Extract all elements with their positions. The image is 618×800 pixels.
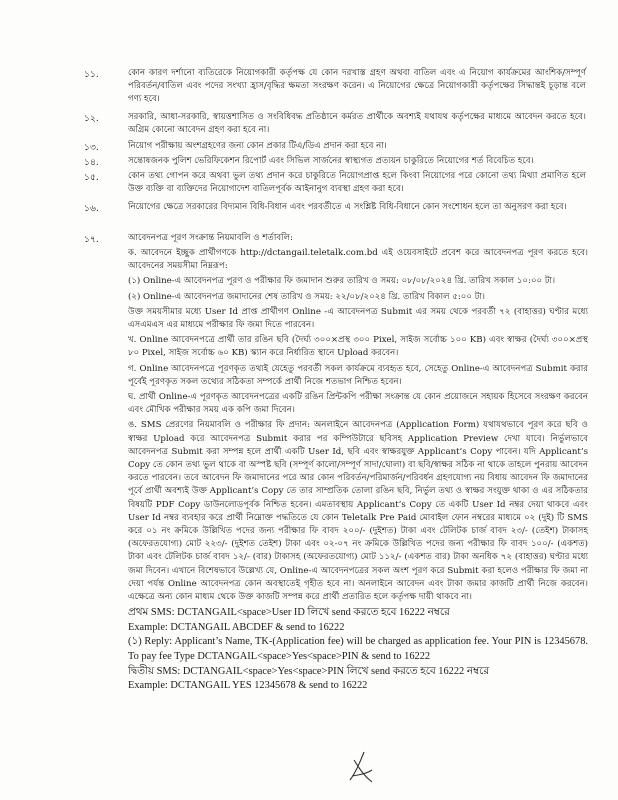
clause-number: ১২.: [84, 113, 99, 124]
clause-text: নিয়োগের ক্ষেত্রে সরকারের বিদ্যমান বিধি-বিধান এবং পরবর্তীতে এ সংশ্লিষ্ট বিধি-বিধানে কোন সংশোধন হলে তা অনুসরণ করা হবে।: [128, 202, 567, 212]
rule-d-printcopy: ঘ. প্রার্থী Online-এ পূরণকৃত আবেদনপত্রের একটি রঙিন প্রিন্টকপি পরীক্ষা সংক্রান্ত যে কোন প্রয়োজনে সহায়ক হিসেবে সংরক্ষণ করবেন এবং মৌখিক পরীক্ষার সময় এক কপি জমা দিবেন।: [128, 392, 588, 416]
clause-text: সন্তোষজনক পুলিশ ভেরিফিকেশন রিপোর্ট এবং সিভিল সার্জনের স্বাস্থ্যগত প্রত্যয়ন চাকুরিতে নিয়োগের শর্ত বিবেচিত হবে।: [128, 156, 534, 166]
sms-reply: (১) Reply: Applicant’s Name, TK-(Application fee) will be charged as application fee. Your PIN is 12345678. To pay fee Type DCTANGAIL<space>Yes<space>PIN & send to 16222: [128, 636, 588, 663]
sms-example-1: Example: DCTANGAIL ABCDEF & send to 16222: [128, 621, 345, 633]
rule-a-start-date: (১) Online-এ আবেদনপত্র পূরণ ও পরীক্ষার ফি জমাদান শুরুর তারিখ ও সময়: ০৮/০৮/২০২৪ খ্রি. তারিখ সকাল ১০:০০ টা।: [128, 276, 556, 287]
clause-number: ১৬.: [84, 203, 99, 214]
rule-e-sms-fee: ঙ. SMS প্রেরণের নিয়মাবলি ও পরীক্ষার ফি প্রদান: অনলাইনে আবেদনপত্র (Application Form) যথাযথভাবে পূরণ করে ছবি ও স্বাক্ষর Upload করে আবেদনপত্র Submit করার পর কম্পিউটারে ছবিসহ Application Preview দেখা যাবে। নির্ভুলভাবে আবেদনপত্র Submit করা সম্পন্ন হলে প্রার্থী একটি User Id, ছবি এবং স্বাক্ষরযুক্ত Applicant’s Copy পাবেন। যদি Applicant’s Copy তে কোন তথ্য ভুল থাকে বা অস্পষ্ট ছবি (সম্পূর্ণ কালো/সম্পূর্ণ সাদা/ঘোলা) বা ছবি/স্বাক্ষর সঠিক না থাকে তাহলে পুনরায় আবেদন করতে পারবেন। তবে আবেদন ফি জমাদানের পরে আর কোন পরিবর্তন/পরিমার্জন/পরিবর্ধন গ্রহণযোগ্য নয় বিধায় আবেদন ফি জমাদানের পূর্বে প্রার্থী অবশ্যই উক্ত Applicant’s Copy তে তার সাম্প্রতিক তোলা রঙিন ছবি, নির্ভুল তথ্য ও স্বাক্ষর সংযুক্ত থাকা ও এর সঠিকতার বিষয়টি PDF Copy ডাউনলোডপূর্বক নিশ্চিত হবেন। এমতাবস্থায় Applicant’s Copy তে একটি User Id নম্বর দেয়া থাকবে এবং User Id নম্বর ব্যবহার করে প্রার্থী নিম্নোক্ত পদ্ধতিতে যে কোন Teletalk Pre Paid মোবাইল ফোন নম্বরের মাধ্যমে ০২ (দুই) টি SMS করে ০১ নং ক্রমিকে উল্লিখিত পদের জন্য পরীক্ষার ফি বাবদ ২০০/- (দুইশত) টাকা এবং টেলিটক চার্জ বাবদ ২৩/- (তেইশ) টাকাসহ (অফেরতযোগ্য) মোট ২২৩/- (দুইশত তেইশ) টাকা এবং ০২-০৭ নং ক্রমিকে উল্লিখিত পদের জন্য পরীক্ষার ফি বাবদ ১০০/- (একশত) টাকা এবং টেলিটক চার্জ বাবদ ১২/- (বার) টাকাসহ (অফেরতযোগ্য) মোট ১১২/- (একশত বার) টাকা অনধিক ৭২ (বাহাত্তর) ঘণ্টার মধ্যে জমা দিবেন। এখানে বিশেষভাবে উল্লেখ্য যে, Online-এ আবেদনপত্রের সকল অংশ পূরণ করে Submit করা হলেও পরীক্ষার ফি জমা না দেয়া পর্যন্ত Online আবেদনপত্র কোন অবস্থাতেই গৃহীত হবে না। অনলাইনে আবেদন এবং টাকা জমার কাজটি প্রার্থী নিজে করবেন। এক্ষেত্রে অন্য কোন মাধ্যম থেকে উক্ত কাজটি সম্পন্ন করে প্রার্থী প্রতারিত হলে কর্তৃপক্ষ দায়ী থাকবে না।: [128, 420, 588, 603]
clause-number: ১৩.: [84, 142, 99, 153]
sms-example-2: Example: DCTANGAIL YES 12345678 & send to 16222: [128, 680, 368, 692]
sms-first: প্রথম SMS: DCTANGAIL<space>User ID লিখে send করতে হবে 16222 নম্বরে: [128, 607, 450, 619]
clause-number: ১৫.: [84, 172, 99, 183]
signature-mark: [346, 748, 376, 788]
clause-number: ১১.: [84, 69, 99, 80]
sms-second: দ্বিতীয় SMS: DCTANGAIL<space>Yes<space>PIN লিখে send করতে হবে 16222 নম্বরে: [128, 665, 490, 677]
clause-text: সরকারি, আধা-সরকারি, স্বায়ত্তশাসিত ও সংবিধিবদ্ধ প্রতিষ্ঠানে কর্মরত প্রার্থীকে অবশ্যই যথাযথ কর্তৃপক্ষের মাধ্যমে আবেদন করতে হবে। অগ্রিম কোনো আবেদন গ্রহণ করা হবে না।: [128, 112, 586, 136]
rule-a: ক. আবেদনে ইচ্ছুক প্রার্থীগণকে http://dctangail.teletalk.com.bd এই ওয়েবসাইটে প্রবেশ করে আবেদনপত্র পূরণ করতে হবে। আবেদনের সময়সীমা নিম্নরূপ:: [128, 248, 588, 272]
clause-text: কোন কারণ দর্শানো ব্যতিরেকে নিয়োগকারী কর্তৃপক্ষ যে কোন দরখাস্ত গ্রহণ অথবা বাতিল এবং এ নিয়োগ কার্যক্রমের আংশিক/সম্পূর্ণ পরিবর্তন/বাতিল এবং পদের সংখ্যা হ্রাস/বৃদ্ধির ক্ষমতা সংরক্ষণ করেন। এ নিয়োগের ক্ষেত্রে নিয়োগকারী কর্তৃপক্ষের সিদ্ধান্তই চূড়ান্ত বলে গণ্য হবে।: [128, 68, 586, 105]
application-rules: [128, 247, 588, 694]
clause-number: ১৭.: [84, 234, 99, 245]
clause-text: নিয়োগ পরীক্ষায় অংশগ্রহণের জন্য কোন প্রকার টিএ/ডিএ প্রদান করা হবে না।: [128, 141, 387, 151]
rule-a-end-date: (২) Online-এ আবেদনপত্র জমাদানের শেষ তারিখ ও সময়: ২২/০৮/২০২৪ খ্রি. তারিখ বিকাল ৫:০০ টা।: [128, 291, 485, 302]
rule-c-accuracy: গ. Online আবেদনপত্রে পূরণকৃত তথ্যই যেহেতু পরবর্তী সকল কার্যক্রমে ব্যবহৃত হবে, সেহেতু Online-এ আবেদনপত্র Submit করার পূর্বেই পূরণকৃত সকল তথ্যের সঠিকতা সম্পর্কে প্রার্থী নিজে শতভাগ নিশ্চিত হবেন।: [128, 363, 588, 387]
clause-text: কোন তথ্য গোপন করে অথবা ভুল তথ্য প্রদান করে চাকুরিতে নিয়োগপ্রাপ্ত হলে কিংবা নিয়োগের পরে কোনো তথ্য মিথ্যা প্রমাণিত হলে উক্ত ব্যক্তি বা ব্যক্তিদের নিয়োগাদেশ বাতিলপূর্বক আইনানুগ ব্যবস্থা গ্রহণ করা হবে।: [128, 171, 586, 195]
rule-b-photo-signature: খ. Online আবেদনপত্রে প্রার্থী তার রঙিন ছবি (দৈর্ঘ্য ৩০০×প্রস্থ ৩০০ Pixel, সাইজ সর্বোচ্চ ১০০ KB) এবং স্বাক্ষর (দৈর্ঘ্য ৩০০×প্রস্থ ৮০ Pixel, সাইজ সর্বোচ্চ ৬০ KB) স্ক্যান করে নির্ধারিত স্থানে Upload করবেন।: [128, 335, 588, 359]
clause-text: আবেদনপত্র পূরণ সংক্রান্ত নিয়মাবলি ও শর্তাবলি:: [128, 233, 293, 243]
rule-a-sms-window: উক্ত সময়সীমার মধ্যে User Id প্রাপ্ত প্রার্থীগণ Online -এ আবেদনপত্র Submit এর সময় থেকে পরবর্তী ৭২ (বাহাত্তর) ঘণ্টার মধ্যে এসএমএস এর মাধ্যমে পরীক্ষার ফি জমা দিতে পারবেন।: [128, 306, 588, 331]
clause-number: ১৪.: [84, 157, 99, 168]
